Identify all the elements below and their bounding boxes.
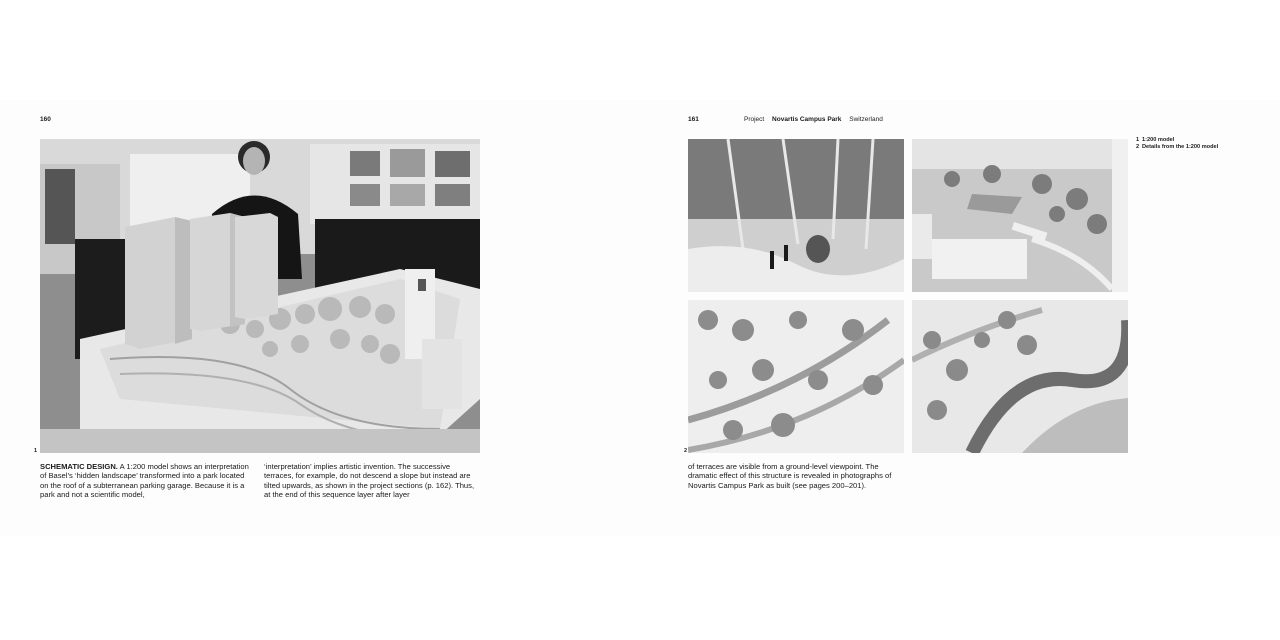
body-text-right: of terraces are visible from a ground-level viewpoint. The dramatic effect of this structure is revealed in photographs of Novartis Campus Park as built (see pages 200–201). xyxy=(688,462,892,490)
model-detail-photo-4 xyxy=(912,300,1128,453)
model-detail-photo-2 xyxy=(912,139,1128,292)
figure-number-2: 2 xyxy=(684,448,688,454)
caption-2: 2 Details from the 1:200 model xyxy=(1136,144,1219,150)
section-lead: SCHEMATIC DESIGN. xyxy=(40,462,118,471)
running-head-label: Project xyxy=(744,116,765,123)
figure-captions xyxy=(1136,137,1218,151)
running-head xyxy=(744,116,889,123)
model-detail-photo-1 xyxy=(688,139,904,292)
figure-number-1: 1 xyxy=(34,448,38,454)
running-head-title: Novartis Campus Park xyxy=(772,116,842,123)
body-text-col1: A 1:200 model shows an interpretation of Basel’s ‘hidden landscape’ transformed into a park located on the roof of a subterranean parking garage. Because it is a park and not a scientific model, xyxy=(40,462,249,500)
body-text-left-col1 xyxy=(40,462,252,500)
model-detail-photo-3 xyxy=(688,300,904,453)
page-number-right: 161 xyxy=(688,116,699,123)
book-spread xyxy=(0,100,1280,536)
body-text-left-col2: ‘interpretation’ implies artistic invention. The successive terraces, for example, do not descend a slope but instead are tilted upwards, as shown in the project sections (p. 162). Thus, at the end of this sequence layer after layer xyxy=(264,462,475,500)
page-number-left: 160 xyxy=(40,116,51,123)
model-photo-main xyxy=(40,139,480,453)
caption-1: 1 1:200 model xyxy=(1136,137,1175,143)
running-head-country: Switzerland xyxy=(849,116,883,123)
